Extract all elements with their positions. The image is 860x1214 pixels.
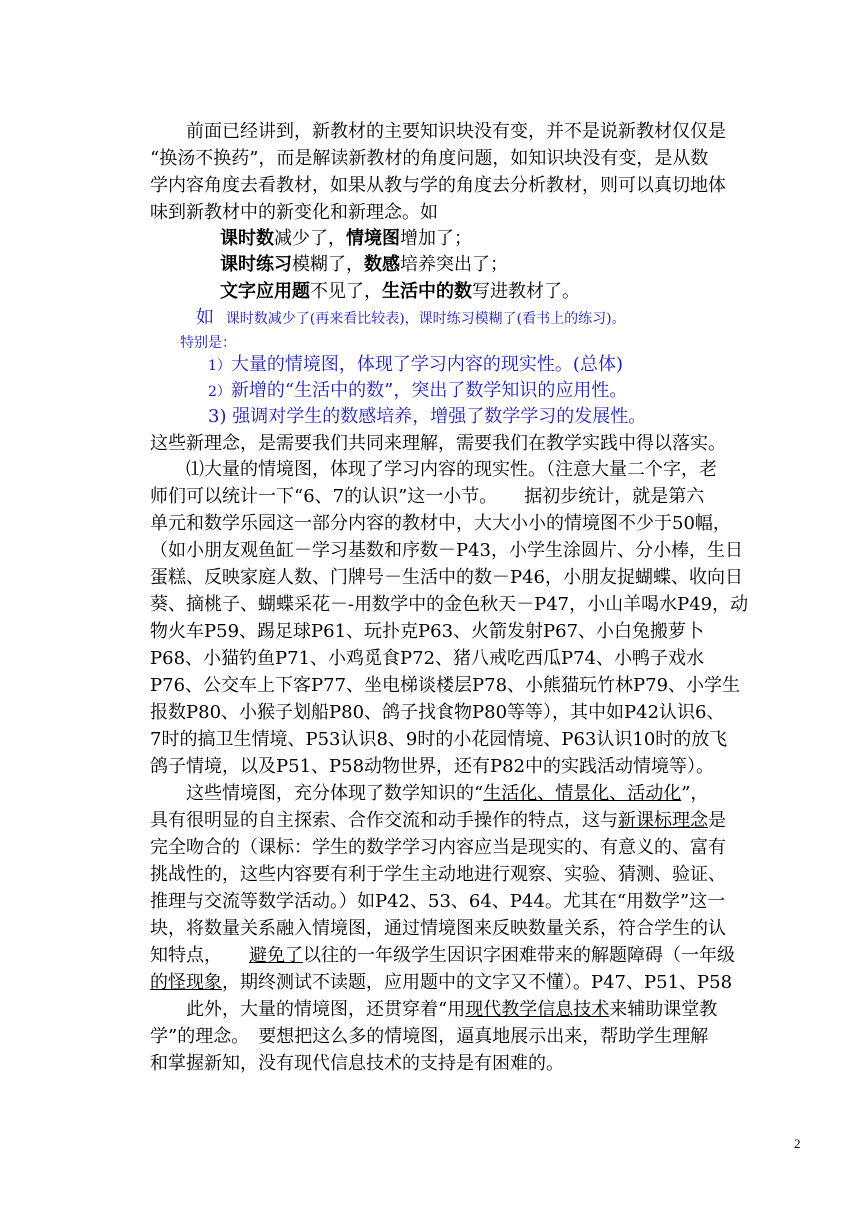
para3-line-2: 学”的理念。 要想把这么多的情境图，逼真地展示出来，帮助学生理解 bbox=[150, 1026, 709, 1047]
para2-line-2 bbox=[150, 808, 810, 834]
point-2 bbox=[208, 378, 810, 405]
page-number: 2 bbox=[794, 1136, 801, 1151]
para3-line-3: 和掌握新知，没有现代信息技术的支持是有困难的。 bbox=[150, 1053, 564, 1074]
para2-line-7 bbox=[150, 943, 810, 969]
para-text: 这些情境图，充分体现了数学知识的“ bbox=[186, 783, 484, 804]
para-text: 来辅助课堂教 bbox=[609, 999, 718, 1020]
underlined-phrase: 的怪现象 bbox=[150, 972, 222, 993]
section1-line-10: 报数P80、小猴子划船P80、鸽子找食物P80等等），其中如P42认识6、 bbox=[150, 702, 725, 723]
section1-line-12: 鸽子情境，以及P51、P58动物世界，还有P82中的实践活动情境等）。 bbox=[150, 756, 715, 777]
point-1 bbox=[208, 352, 810, 379]
change-row-3 bbox=[220, 279, 810, 305]
para2-line-6: 块，将数量关系融入情境图，通过情境图来反映数量关系，符合学生的认 bbox=[150, 918, 726, 939]
section1-line-6: 葵、摘桃子、蝴蝶采花－-用数学中的金色秋天－P47，小山羊喝水P49，动 bbox=[150, 594, 749, 615]
para-text: 具有很明显的自主探索、合作交流和动手操作的特点，这与 bbox=[150, 810, 618, 831]
para-text: ，期终测试不读题，应用题中的文字又不懂）。P47、P51、P58 bbox=[222, 972, 733, 993]
section1-line-8: P68、小猫钓鱼P71、小鸡觅食P72、猪八戒吃西瓜P74、小鸭子戏水 bbox=[150, 648, 705, 669]
para1-line-3: 学内容角度去看教材，如果从教与学的角度去分析教材，则可以真切地体 bbox=[150, 175, 726, 196]
section1-line-11: 7时的搞卫生情境、P53认识8、9时的小花园情境、P63认识10时的放飞 bbox=[150, 729, 728, 750]
keyword-numbers-in-life: 生活中的数 bbox=[382, 281, 472, 302]
underlined-phrase: 新课标理念 bbox=[618, 810, 708, 831]
keyword-number-sense: 数感 bbox=[364, 254, 400, 275]
para2-line-3: 完全吻合的（课标：学生的数学学习内容应当是现实的、有意义的、富有 bbox=[150, 837, 726, 858]
point-text: 新增的“生活中的数”，突出了数学知识的应用性。 bbox=[230, 380, 628, 401]
para1-line-2: “换汤不换药”，而是解读新教材的角度问题，如知识块没有变，是从数 bbox=[150, 148, 709, 169]
para2-line-8 bbox=[150, 970, 810, 996]
para-text: 是 bbox=[708, 810, 726, 831]
section1-line-1: ⑴大量的情境图，体现了学习内容的现实性。（注意大量二个字，老 bbox=[186, 459, 717, 480]
point-3: 3) 强调对学生的数感培养，增强了数学学习的发展性。 bbox=[208, 406, 647, 427]
keyword-situation-pictures: 情境图 bbox=[346, 228, 400, 249]
point-text: 大量的情境图，体现了学习内容的现实性。(总体) bbox=[230, 354, 623, 375]
para2-line-1 bbox=[150, 781, 810, 807]
change-text: 模糊了， bbox=[292, 254, 364, 275]
change-text: 不见了， bbox=[310, 281, 382, 302]
blue-note bbox=[196, 305, 810, 332]
note-prefix: 如 bbox=[196, 307, 214, 328]
para2-line-4: 挑战性的，这些内容要有利于学生主动地进行观察、实验、猜测、验证、 bbox=[150, 864, 726, 885]
section1-line-4: （如小朋友观鱼缸－学习基数和序数－P43，小学生涂圆片、分小棒，生日 bbox=[150, 540, 744, 561]
especially-label: 特别是： bbox=[180, 335, 236, 351]
para-text: 知特点， bbox=[150, 945, 249, 966]
para-text: 此外，大量的情境图，还贯穿着“用 bbox=[186, 999, 466, 1020]
para-text: ”， bbox=[681, 783, 709, 804]
para1-line-1: 前面已经讲到，新教材的主要知识块没有变，并不是说新教材仅仅是 bbox=[186, 121, 726, 142]
change-row-1 bbox=[220, 226, 810, 252]
keyword-class-hours: 课时数 bbox=[220, 228, 274, 249]
underlined-phrase: 现代教学信息技术 bbox=[465, 999, 610, 1020]
change-text: 写进教材了。 bbox=[472, 281, 580, 302]
section1-line-5: 蛋糕、反映家庭人数、门牌号－生活中的数－P46，小朋友捉蝴蝶、收向日 bbox=[150, 567, 744, 588]
para3-line-1 bbox=[150, 997, 810, 1023]
section1-line-9: P76、公交车上下客P77、坐电梯谈楼层P78、小熊猫玩竹林P79、小学生 bbox=[150, 675, 741, 696]
underlined-phrase: 生活化、情景化、活动化 bbox=[483, 783, 682, 804]
section1-line-7: 物火车P59、踢足球P61、玩扑克P63、火箭发射P67、小白兔搬萝卜 bbox=[150, 621, 705, 642]
note-text: 课时数减少了(再来看比较表)，课时练习模糊了(看书上的练习)。 bbox=[225, 311, 626, 327]
section1-line-2: 师们可以统计一下“6、7的认识”这一小节。 据初步统计，就是第六 bbox=[150, 486, 705, 507]
para2-line-5: 推理与交流等数学活动。）如P42、53、64、P44。尤其在“用数学”这一 bbox=[150, 891, 726, 912]
summary-line: 这些新理念，是需要我们共同来理解，需要我们在教学实践中得以落实。 bbox=[150, 433, 726, 454]
para1-line-4: 味到新教材中的新变化和新理念。如 bbox=[150, 202, 438, 223]
change-text: 培养突出了； bbox=[400, 254, 508, 275]
underlined-phrase: 避免了 bbox=[249, 945, 303, 966]
para-text: 以往的一年级学生因识字困难带来的解题障碍（一年级 bbox=[303, 945, 735, 966]
point-number: 1） bbox=[208, 358, 231, 374]
change-text: 增加了； bbox=[400, 228, 472, 249]
point-number: 2） bbox=[208, 384, 231, 400]
change-text: 减少了， bbox=[274, 228, 346, 249]
section1-line-3: 单元和数学乐园这一部分内容的教材中，大大小小的情境图不少于50幅， bbox=[150, 513, 731, 534]
keyword-word-problems: 文字应用题 bbox=[220, 281, 310, 302]
change-row-2 bbox=[220, 252, 810, 278]
keyword-class-exercises: 课时练习 bbox=[220, 254, 292, 275]
